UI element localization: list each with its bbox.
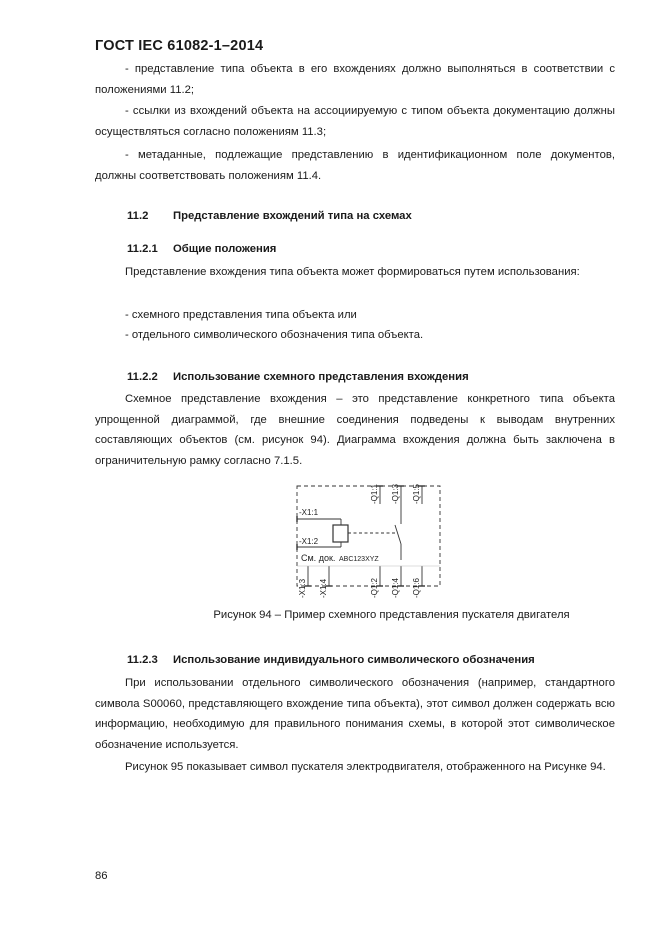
list-item-1: - схемного представления типа объекта или — [125, 309, 357, 321]
section-11-2-3-paragraph-1: При использовании отдельного символического обозначения (например, стандартного символа S00060, представляющего вхождение типа объекта), этот символ должен содержать всю информацию, необходимую для правильного понимания схемы, в которой этот символическое обозначение используется. — [95, 677, 615, 751]
q1-1-label: -Q1:1 — [370, 483, 379, 504]
section-11-2-3-paragraph-2: Рисунок 95 показывает символ пускателя электродвигателя, отображенного на Рисунке 94. — [125, 761, 606, 773]
section-11-2-3-heading — [127, 654, 535, 666]
figure-94-diagram — [285, 476, 445, 602]
x1-1-label: -X1:1 — [299, 508, 319, 517]
doc-ref-prefix: См. док. — [301, 553, 336, 563]
figure-94-caption-row — [0, 609, 661, 621]
q1-5-label: -Q1:5 — [412, 483, 421, 504]
section-11-2-1-heading — [127, 243, 276, 255]
page-number: 86 — [95, 870, 108, 882]
section-title: Использование индивидуального символического обозначения — [173, 654, 535, 666]
section-title: Использование схемного представления вхождения — [173, 371, 469, 383]
doc-ref-code: ABC123XYZ — [339, 556, 379, 563]
x1-2-label: -X1:2 — [299, 537, 319, 546]
contact-blade — [395, 525, 401, 544]
intro-paragraph-2: - ссылки из вхождений объекта на ассоциируемую с типом объекта документацию должны осуществляться согласно положениям 11.3; — [95, 105, 615, 138]
section-11-2-2-paragraph: Схемное представление вхождения – это представление конкретного типа объекта упрощенной диаграммой, где внешние соединения подведены к выводам внутренних составляющих объектов (см. рисунок 94). Диаграмма вхождения должна быть заключена в ограничительную рамку согласно 7.1.5. — [95, 393, 615, 467]
q1-6-label: -Q1:6 — [412, 577, 421, 598]
section-number: 11.2.1 — [127, 243, 158, 255]
coil-symbol — [333, 525, 348, 542]
intro-paragraph-3: - метаданные, подлежащие представлению в идентификационном поле документов, должны соответствовать положениям 11.4. — [95, 149, 615, 182]
q1-3-label: -Q1:3 — [391, 483, 400, 504]
intro-paragraph-1: - представление типа объекта в его вхождениях должно выполняться в соответствии с положениями 11.2; — [95, 63, 615, 96]
x1-4-label: -X1:4 — [319, 578, 328, 598]
q1-4-label: -Q1:4 — [391, 577, 400, 598]
section-11-2-2-heading — [127, 371, 469, 383]
section-title: Общие положения — [173, 243, 277, 255]
figure-94-caption: Рисунок 94 – Пример схемного представления пускателя двигателя — [213, 609, 570, 621]
section-11-2-1-paragraph: Представление вхождения типа объекта может формироваться путем использования: — [125, 266, 580, 278]
document-header-title: ГОСТ IEC 61082-1–2014 — [95, 38, 264, 54]
section-number: 11.2.2 — [127, 371, 158, 383]
section-number: 11.2 — [127, 210, 149, 222]
section-11-2-heading — [127, 210, 412, 222]
q1-2-label: -Q1:2 — [370, 577, 379, 598]
list-item-2: - отдельного символического обозначения типа объекта. — [125, 329, 424, 341]
section-title: Представление вхождений типа на схемах — [173, 210, 412, 222]
x1-3-label: -X1:3 — [298, 578, 307, 598]
section-number: 11.2.3 — [127, 654, 158, 666]
